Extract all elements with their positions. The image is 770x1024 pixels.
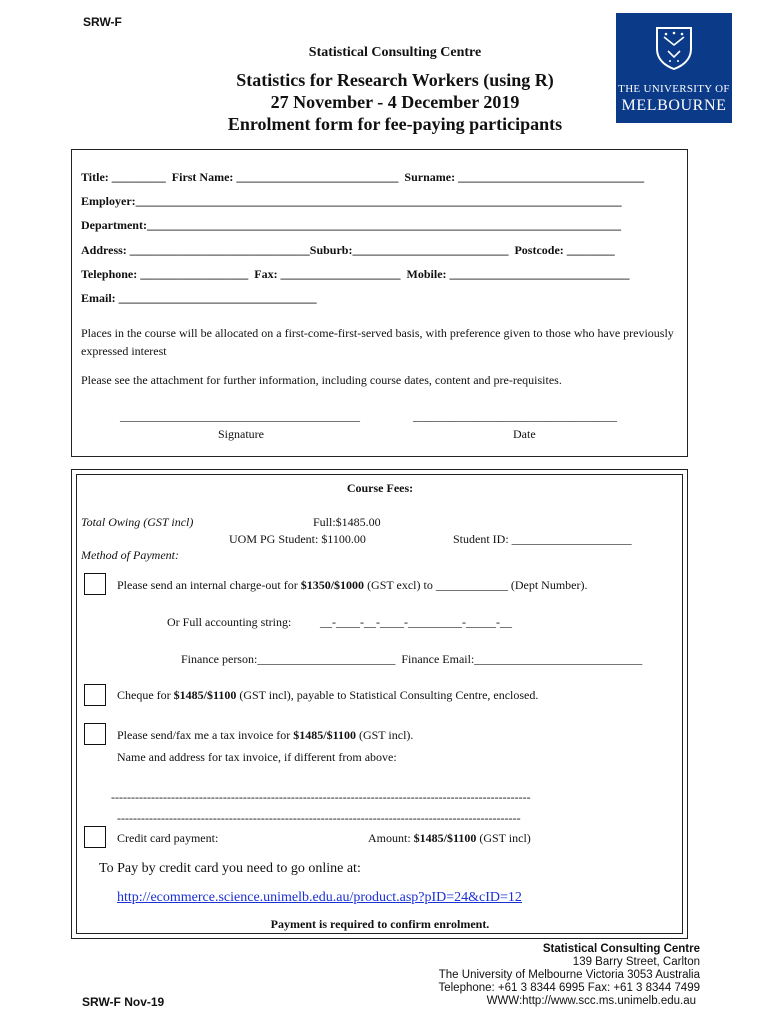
title-line-2: 27 November - 4 December 2019	[270, 92, 520, 112]
date-line[interactable]: __________________________________	[413, 409, 617, 423]
footer-code: SRW-F Nov-19	[82, 995, 165, 1009]
accounting-string-field[interactable]: __-____-__-____-_________-_____-__	[320, 615, 512, 629]
title-line-3: Enrolment form for fee-paying participants	[227, 114, 563, 134]
footer-street: 139 Barry Street, Carlton	[572, 956, 700, 968]
tax-invoice-post: (GST incl).	[355, 728, 414, 742]
full-fee: Full:$1485.00	[313, 515, 381, 529]
tax-invoice-pre: Please send/fax me a tax invoice for	[117, 728, 294, 742]
course-fees-heading: Course Fees:	[346, 481, 414, 495]
address-row[interactable]: Address: ______________________________Suburb:__________________________ Postcode: ________	[81, 243, 615, 257]
tax-invoice-amount: $1485/$1100	[293, 728, 356, 742]
payment-required-note: Payment is required to confirm enrolment.	[270, 917, 490, 931]
student-id-field[interactable]: Student ID: ____________________	[453, 532, 632, 546]
internal-charge-checkbox[interactable]	[84, 573, 106, 595]
cheque-post: (GST incl), payable to Statistical Consulting Centre, enclosed.	[236, 688, 539, 702]
footer-web: WWW:http://www.scc.ms.unimelb.edu.au	[486, 995, 696, 1007]
credit-card-amount	[368, 831, 531, 846]
internal-charge-pre: Please send an internal charge-out for	[117, 578, 301, 592]
amount-post: (GST incl)	[476, 831, 531, 845]
online-payment-note: To Pay by credit card you need to go online at:	[99, 861, 361, 876]
internal-charge-post: (GST excl) to ____________ (Dept Number).	[364, 578, 588, 592]
telephone-row[interactable]: Telephone: __________________ Fax: ____________________ Mobile: ______________________________	[81, 267, 630, 281]
tax-invoice-address-label: Name and address for tax invoice, if different from above:	[117, 750, 397, 764]
internal-charge-amount: $1350/$1000	[300, 578, 365, 592]
amount-pre: Amount:	[368, 831, 414, 845]
logo-line-2: MELBOURNE	[621, 97, 727, 114]
signature-line[interactable]: ________________________________________	[120, 409, 360, 423]
payment-link[interactable]: http://ecommerce.science.unimelb.edu.au/product.asp?pID=24&cID=12	[117, 890, 522, 905]
tax-invoice-checkbox[interactable]	[84, 723, 106, 745]
credit-card-checkbox[interactable]	[84, 826, 106, 848]
internal-charge-text	[117, 578, 587, 593]
footer-contact	[360, 943, 700, 1008]
cheque-amount: $1485/$1100	[173, 688, 237, 702]
footer-centre-name: Statistical Consulting Centre	[542, 943, 700, 955]
places-note: Places in the course will be allocated on a first-come-first-served basis, with preference given to those who have previously expressed interest	[81, 326, 674, 358]
tax-invoice-text	[117, 728, 413, 743]
signature-label: Signature	[218, 427, 264, 441]
department-row[interactable]: Department:_______________________________________________________________________________	[81, 218, 621, 232]
title-line-1: Statistics for Research Workers (using R)	[236, 70, 554, 90]
cheque-checkbox[interactable]	[84, 684, 106, 706]
centre-name: Statistical Consulting Centre	[308, 45, 482, 60]
page-title	[160, 69, 630, 135]
total-owing-label: Total Owing (GST incl)	[81, 515, 194, 529]
form-code: SRW-F	[83, 15, 122, 29]
footer-phone: Telephone: +61 3 8344 6995 Fax: +61 3 8344 7499	[438, 982, 700, 994]
cheque-pre: Cheque for	[117, 688, 174, 702]
payment-link-wrap	[117, 890, 522, 906]
invoice-address-line-1[interactable]: ---------------------------------------------------------------------------------------------------------	[111, 790, 531, 804]
finance-contact-row[interactable]: Finance person:_______________________ Finance Email:____________________________	[181, 652, 643, 666]
invoice-address-line-2[interactable]: -----------------------------------------------------------------------------------------------------	[117, 811, 521, 825]
crest-icon	[654, 25, 694, 71]
employer-row[interactable]: Employer:_________________________________________________________________________________	[81, 194, 622, 208]
title-name-row[interactable]: Title: _________ First Name: ___________________________ Surname: _______________________________	[81, 170, 645, 184]
date-label: Date	[513, 427, 536, 441]
uom-pg-fee: UOM PG Student: $1100.00	[229, 532, 366, 546]
footer-university: The University of Melbourne Victoria 3053 Australia	[438, 969, 700, 981]
logo-line-1: THE UNIVERSITY OF	[618, 83, 730, 95]
method-of-payment-label: Method of Payment:	[81, 548, 179, 562]
cheque-text	[117, 688, 538, 703]
credit-card-label: Credit card payment:	[117, 831, 219, 845]
email-row[interactable]: Email: _________________________________	[81, 291, 317, 305]
amount-value: $1485/$1100	[413, 831, 477, 845]
university-logo	[616, 13, 732, 123]
attachment-note: Please see the attachment for further information, including course dates, content and pre-requisites.	[81, 373, 562, 387]
accounting-string-label: Or Full accounting string:	[167, 615, 292, 629]
